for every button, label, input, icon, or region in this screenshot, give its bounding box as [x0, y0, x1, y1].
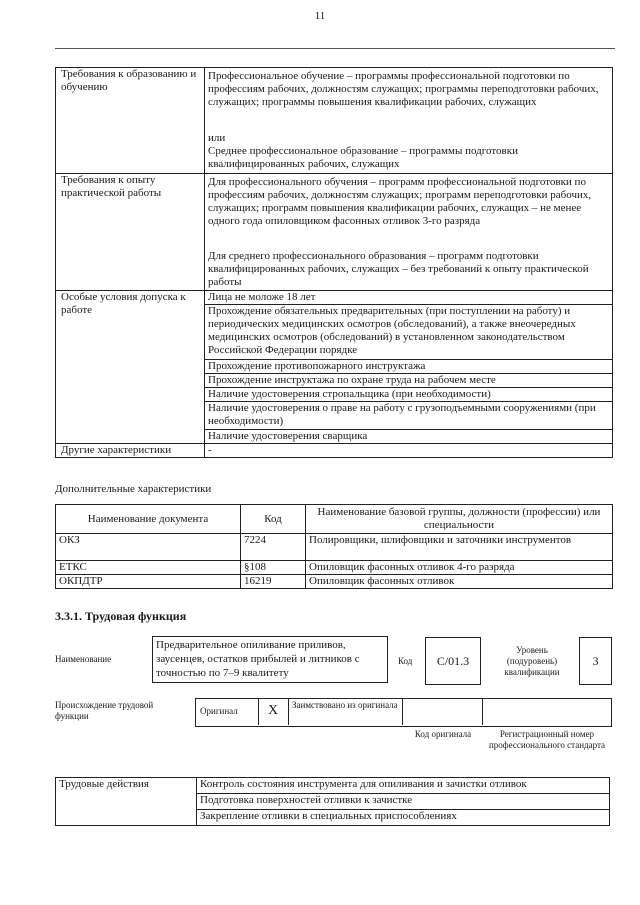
doc-title: Полировщики, шлифовщики и заточники инструментов — [306, 534, 613, 561]
education-text-or: или — [205, 132, 613, 145]
table-row — [56, 561, 613, 575]
original-label: Оригинал — [200, 706, 238, 716]
other-value: - — [205, 444, 613, 458]
header-code: Код — [241, 505, 306, 534]
borrowed-label: Заимствовано из оригинала — [292, 700, 398, 710]
reg-number-label: Регистрационный номер профессионального стандарта — [488, 729, 606, 750]
additional-title: Дополнительные характеристики — [55, 483, 212, 495]
condition-item: Прохождение обязательных предварительных (при поступлении на работу) и периодических медицинских осмотров (обследований), а также внеочередных медицинских осмотров (обследований) в установленном законодательством Российской Федерации порядке — [205, 305, 613, 360]
level-label: Уровень (подуровень) квалификации — [504, 645, 560, 677]
function-name-box: Предварительное опиливание приливов, заусенцев, остатков прибылей и литников с точностью по 7–9 квалитету — [152, 636, 388, 683]
origin-divider — [288, 698, 290, 725]
code-label: Код — [398, 656, 413, 666]
education-label: Требования к образованию и обучению — [56, 68, 205, 174]
doc-code: 7224 — [241, 534, 306, 561]
name-label: Наименование — [55, 654, 112, 664]
education-text-2: Среднее профессиональное образование – программы подготовки квалифицированных рабочих, служащих — [205, 145, 613, 174]
doc-code: §108 — [241, 561, 306, 575]
additional-table — [55, 504, 613, 589]
section-heading: 3.3.1. Трудовая функция — [55, 609, 187, 623]
action-item: Контроль состояния инструмента для опиливания и зачистки отливок — [197, 778, 610, 794]
requirements-table — [55, 67, 613, 458]
education-text-1: Профессиональное обучение – программы профессиональной подготовки по профессиям рабочих, должностям служащих; программы переподготовки рабочих, служащих; программы повышения квалификации рабочих, служащих — [205, 68, 613, 133]
header-doc-name: Наименование документа — [56, 505, 241, 534]
page-number: 11 — [314, 10, 326, 22]
doc-name: ОКЗ — [56, 534, 241, 561]
code-original-label: Код оригинала — [414, 729, 472, 739]
other-label: Другие характеристики — [56, 444, 205, 458]
origin-divider — [402, 698, 404, 725]
doc-code: 16219 — [241, 575, 306, 589]
origin-label: Происхождение трудовой функции — [55, 700, 154, 721]
condition-item: Наличие удостоверения о праве на работу с грузоподъемными сооружениями (при необходимости) — [205, 402, 613, 430]
header-rule — [55, 48, 615, 49]
doc-name: ЕТКС — [56, 561, 241, 575]
doc-title: Опиловщик фасонных отливок 4-го разряда — [306, 561, 613, 575]
experience-label: Требования к опыту практической работы — [56, 174, 205, 291]
actions-table — [55, 777, 610, 826]
original-mark: X — [268, 703, 279, 718]
doc-title: Опиловщик фасонных отливок — [306, 575, 613, 589]
condition-item: Прохождение противопожарного инструктажа — [205, 360, 613, 374]
origin-divider — [482, 698, 484, 725]
code-box: С/01.3 — [425, 637, 481, 685]
level-box: 3 — [579, 637, 612, 685]
conditions-label: Особые условия допуска к работе — [56, 291, 205, 444]
condition-item: Прохождение инструктажа по охране труда на рабочем месте — [205, 374, 613, 388]
condition-item: Лица не моложе 18 лет — [205, 291, 613, 305]
experience-text-1: Для профессионального обучения – программ профессиональной подготовки по профессиям рабочих, должностям служащих; программ переподготовки рабочих, служащих; программ повышения квалификации рабочих, служащих – не менее одного года опиловщиком фасонных отливок 3-го разряда — [205, 174, 613, 251]
action-item: Закрепление отливки в специальных приспособлениях — [197, 810, 610, 826]
table-row — [56, 534, 613, 561]
origin-divider — [258, 698, 260, 725]
actions-label: Трудовые действия — [56, 778, 197, 826]
experience-text-2: Для среднего профессионального образования – программ подготовки квалифицированных рабочих, служащих – без требований к опыту практической работы — [205, 250, 613, 291]
header-base-group: Наименование базовой группы, должности (профессии) или специальности — [306, 505, 613, 534]
table-row — [56, 575, 613, 589]
condition-item: Наличие удостоверения стропальщика (при необходимости) — [205, 388, 613, 402]
condition-item: Наличие удостоверения сварщика — [205, 430, 613, 444]
doc-name: ОКПДТР — [56, 575, 241, 589]
action-item: Подготовка поверхностей отливки к зачистке — [197, 794, 610, 810]
